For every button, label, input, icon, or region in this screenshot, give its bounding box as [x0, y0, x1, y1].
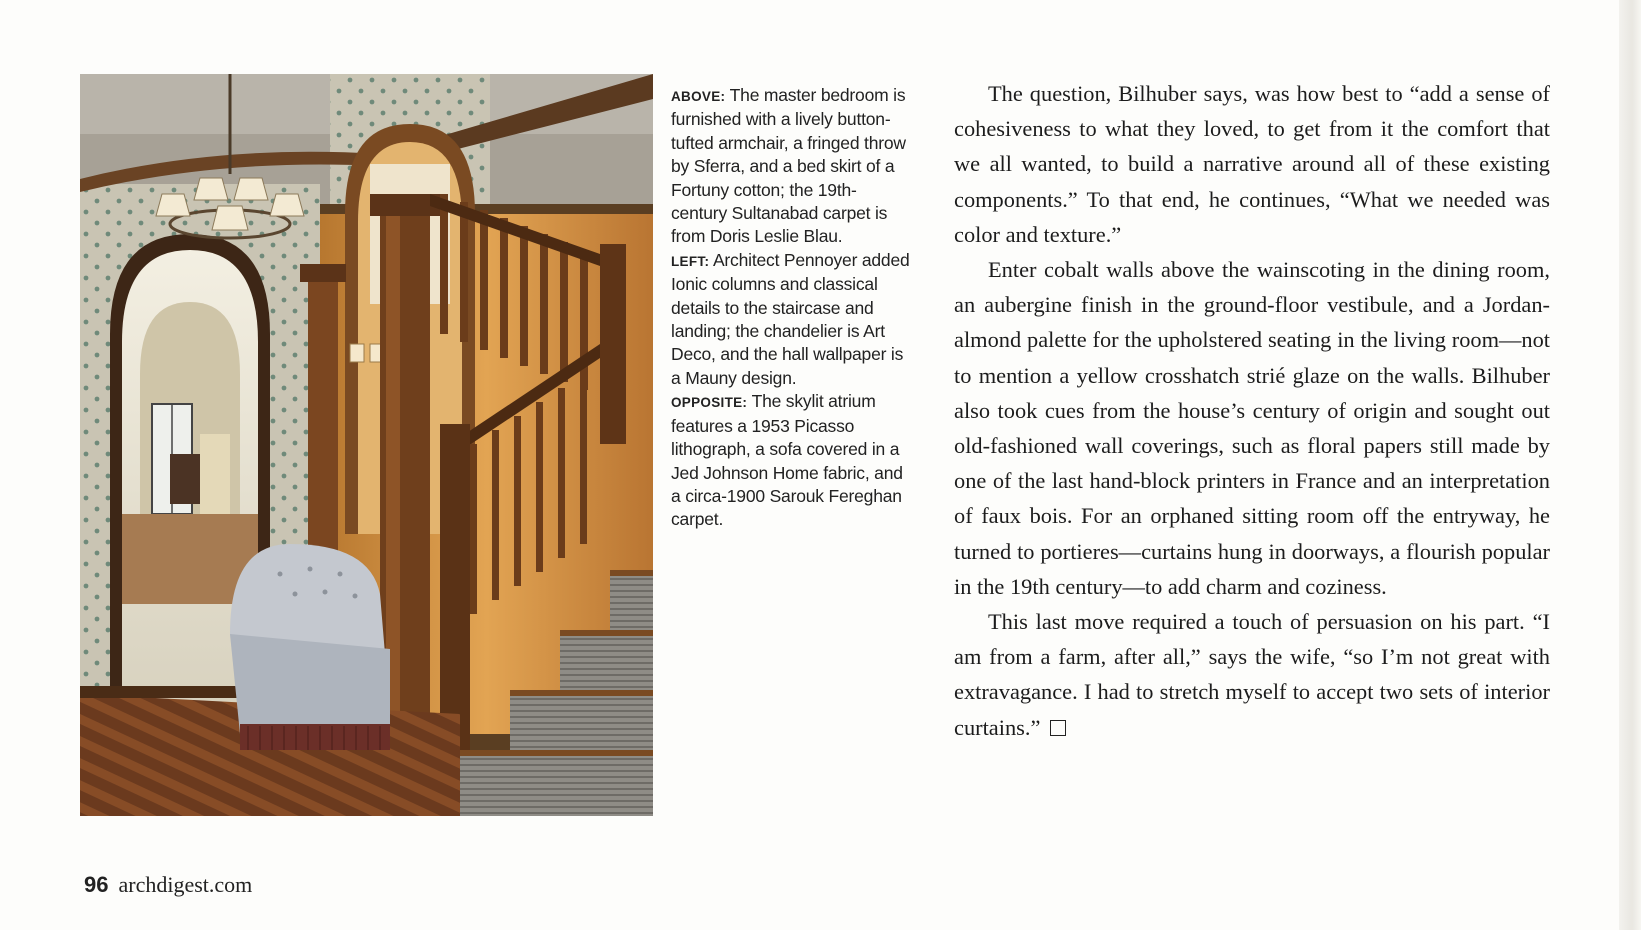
caption-label-left: LEFT:	[671, 253, 710, 269]
website-link[interactable]: archdigest.com	[118, 872, 253, 897]
end-of-article-mark	[1050, 720, 1066, 736]
caption-text-above: The master bedroom is furnished with a lively button-tufted armchair, a fringed throw by Sferra, and a bed skirt of a Fortuny cotton; the 19th-century Sultanabad carpet is from Doris Leslie Blau.	[671, 85, 906, 247]
caption-text-left: Architect Pennoyer added Ionic columns and classical details to the staircase and landing; the chandelier is Art Deco, and the hall wallpaper is a Mauny design.	[671, 249, 910, 388]
body-paragraph-3	[954, 604, 1550, 745]
body-paragraph-1: The question, Bilhuber says, was how best to “add a sense of cohesiveness to what they loved, to get from it the comfort that we all wanted, to build a narrative around all of these existing components.” To that end, he continues, “What we needed was color and texture.”	[954, 81, 1550, 247]
page-edge-shadow	[1619, 0, 1641, 930]
photo-caption	[671, 84, 911, 532]
caption-label-opposite: OPPOSITE:	[671, 395, 748, 411]
article-body	[954, 76, 1550, 745]
page-number: 96	[84, 872, 109, 897]
caption-text-opposite: The skylit atrium features a 1953 Picasso lithograph, a sofa covered in a Jed Johnson Home fabric, and a circa-1900 Sarouk Fereghan carpet.	[671, 391, 903, 530]
page-footer	[84, 872, 252, 898]
body-paragraph-3-text: This last move required a touch of persuasion on his part. “I am from a farm, after all,” says the wife, “so I’m not great with extravagance. I had to stretch myself to accept two sets of interior curtains.”	[954, 609, 1550, 740]
caption-label-above: ABOVE:	[671, 89, 726, 104]
staircase-photo	[80, 74, 653, 816]
body-paragraph-2: Enter cobalt walls above the wainscoting in the dining room, an aubergine finish in the ground-floor vestibule, and a Jordan-almond palette for the upholstered seating in the living room—not to mention a yellow crosshatch strié glaze on the walls. Bilhuber also took cues from the house’s century of origin and sought out old-fashioned wall coverings, such as floral papers still made by one of the last hand-block printers in France and an interpretation of faux bois. For an orphaned sitting room off the entryway, he turned to portieres—curtains hung in doorways, a flourish popular in the 19th century—to add charm and coziness.	[954, 257, 1550, 599]
